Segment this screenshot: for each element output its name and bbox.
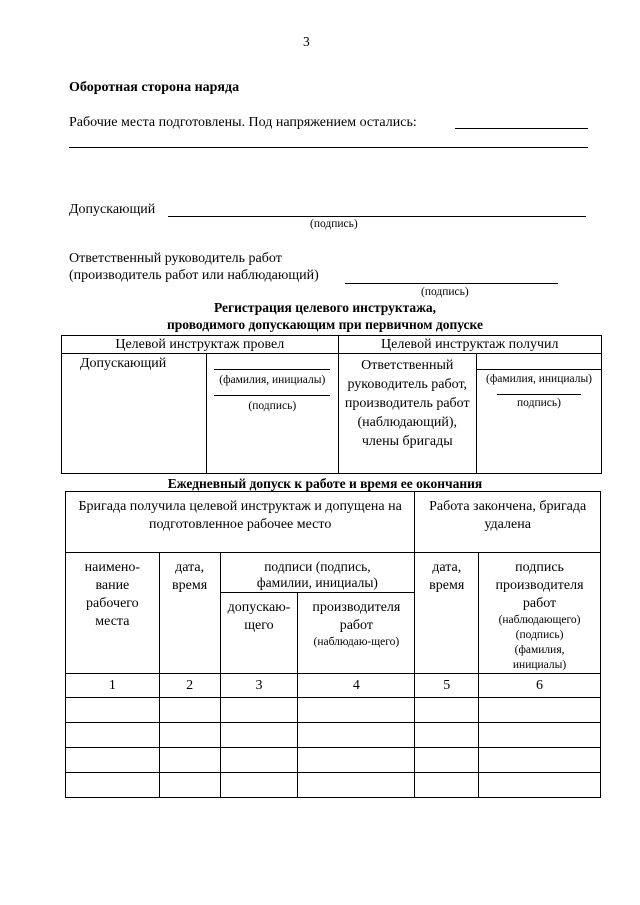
daily-header-producer-main: производителя работ — [312, 600, 401, 633]
daily-group-left: Бригада получила целевой инструктаж и допущена на подготовленное рабочее место — [66, 492, 415, 553]
daily-table — [65, 491, 601, 798]
table-row — [66, 723, 601, 748]
daily-col-number: 3 — [220, 674, 298, 698]
table-cell[interactable] — [220, 723, 298, 748]
registration-right-role: Ответственный руководитель работ, производитель работ (наблюдающий), члены бригады — [338, 354, 476, 474]
table-cell[interactable] — [66, 723, 160, 748]
table-row — [66, 748, 601, 773]
registration-right-name-hint: (фамилия, инициалы) — [485, 373, 593, 385]
prepared-fill-line-2[interactable] — [69, 147, 588, 148]
page-heading: Оборотная сторона наряда — [69, 80, 240, 95]
table-cell[interactable] — [66, 698, 160, 723]
registration-name-hint: (фамилия, инициалы) — [219, 374, 326, 386]
registration-left-role: Допускающий — [62, 354, 207, 474]
daily-header-producer-sign-note: (наблюдающего) (подпись) (фамилия, инициалы) — [498, 614, 581, 671]
admitting-signature-line[interactable] — [168, 216, 586, 217]
daily-col-number: 4 — [298, 674, 415, 698]
table-cell[interactable] — [159, 773, 220, 798]
admitting-label: Допускающий — [69, 202, 156, 217]
table-cell[interactable] — [159, 723, 220, 748]
table-row — [66, 773, 601, 798]
registration-header-left: Целевой инструктаж провел — [62, 336, 339, 354]
daily-title: Ежедневный допуск к работе и время ее окончания — [167, 476, 483, 491]
table-cell[interactable] — [298, 773, 415, 798]
daily-header-producer-note: (наблюдаю-щего) — [313, 636, 400, 648]
table-cell[interactable] — [159, 748, 220, 773]
table-cell[interactable] — [479, 723, 601, 748]
registration-sign-hint: (подпись) — [248, 400, 297, 412]
table-cell[interactable] — [415, 698, 479, 723]
table-cell[interactable] — [220, 748, 298, 773]
table-cell[interactable] — [159, 698, 220, 723]
table-cell[interactable] — [66, 773, 160, 798]
table-cell[interactable] — [415, 723, 479, 748]
daily-col-number: 6 — [479, 674, 601, 698]
daily-header-date-1: дата, время — [159, 553, 220, 674]
registration-header-right: Целевой инструктаж получил — [338, 336, 601, 354]
registration-right-sign-line[interactable] — [497, 394, 581, 395]
daily-group-right: Работа закончена, бригада удалена — [415, 492, 601, 553]
responsible-signature-hint: (подпись) — [421, 286, 469, 298]
table-row — [66, 698, 601, 723]
table-cell[interactable] — [220, 698, 298, 723]
prepared-fill-line[interactable] — [455, 128, 588, 129]
table-cell[interactable] — [220, 773, 298, 798]
registration-right-sign-hint: подпись) — [517, 397, 561, 409]
registration-table — [61, 335, 602, 474]
responsible-label-2: (производитель работ или наблюдающий) — [69, 268, 319, 283]
daily-header-producer-sign — [479, 553, 601, 674]
registration-right-name-line[interactable] — [477, 369, 601, 370]
table-cell[interactable] — [415, 748, 479, 773]
daily-header-date-2: дата, время — [415, 553, 479, 674]
registration-sign-line[interactable] — [214, 395, 330, 396]
daily-header-signatures: подписи (подпись, фамилии, инициалы) — [220, 553, 415, 593]
page-number: 3 — [303, 34, 310, 49]
daily-col-number: 1 — [66, 674, 160, 698]
daily-col-number: 2 — [159, 674, 220, 698]
table-cell[interactable] — [298, 748, 415, 773]
prepared-text: Рабочие места подготовлены. Под напряжением остались: — [69, 115, 417, 130]
registration-name-line[interactable] — [214, 369, 330, 370]
table-cell[interactable] — [479, 748, 601, 773]
table-cell[interactable] — [298, 723, 415, 748]
daily-header-producer-sign-main: подпись производителя работ — [495, 560, 584, 611]
daily-col-number: 5 — [415, 674, 479, 698]
registration-right-fields[interactable] — [477, 354, 602, 474]
table-cell[interactable] — [479, 698, 601, 723]
table-cell[interactable] — [479, 773, 601, 798]
responsible-signature-line[interactable] — [345, 283, 558, 284]
daily-header-admitting: допускаю-щего — [220, 593, 298, 674]
registration-title-1: Регистрация целевого инструктажа, — [213, 300, 437, 315]
registration-title-2: проводимого допускающим при первичном допуске — [167, 317, 483, 332]
registration-left-fields[interactable] — [207, 354, 338, 474]
table-cell[interactable] — [298, 698, 415, 723]
daily-header-producer — [298, 593, 415, 674]
admitting-signature-hint: (подпись) — [310, 218, 358, 230]
responsible-label-1: Ответственный руководитель работ — [69, 251, 282, 266]
table-cell[interactable] — [66, 748, 160, 773]
daily-header-place: наимено-вание рабочего места — [66, 553, 160, 674]
table-cell[interactable] — [415, 773, 479, 798]
